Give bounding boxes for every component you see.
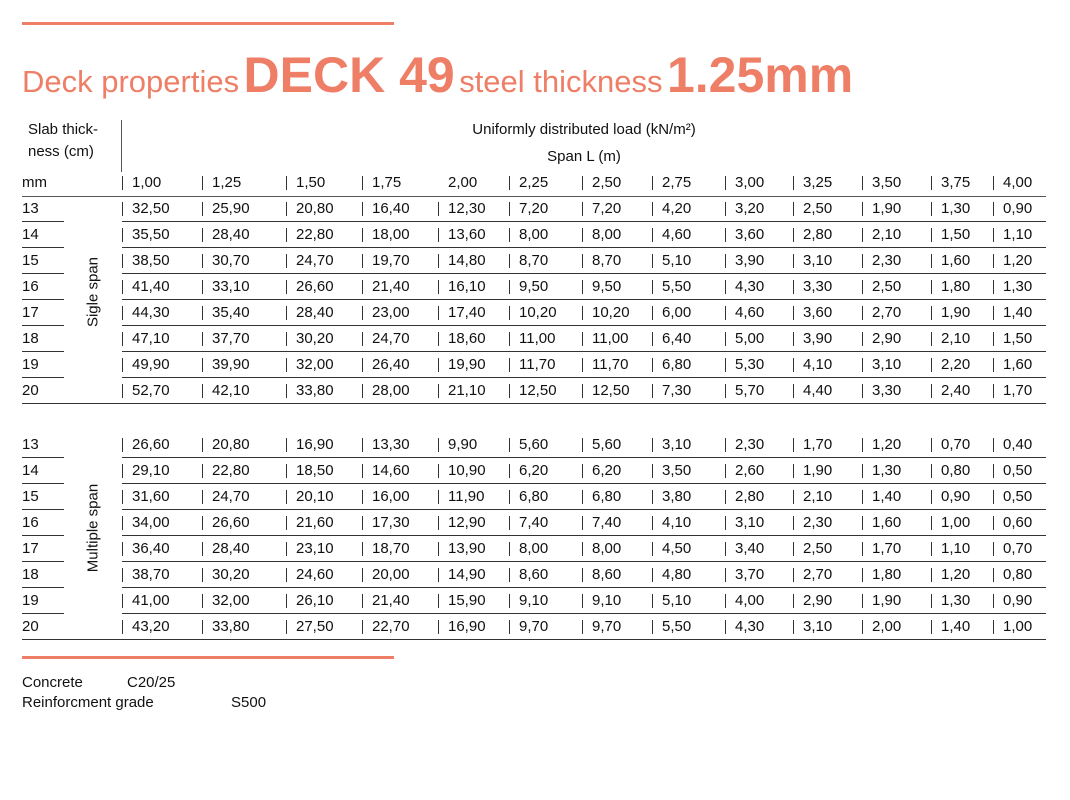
table-cell: 2,70 [793, 562, 862, 588]
table-cell: 32,00 [286, 352, 362, 378]
table-row [22, 352, 1046, 378]
table-cell: 1,30 [862, 458, 931, 484]
table-cell: 12,50 [509, 378, 582, 404]
table-cell: 4,60 [725, 300, 793, 326]
table-cell: 1,50 [993, 326, 1046, 352]
table-cell: 41,00 [122, 588, 202, 614]
load-header: Uniformly distributed load (kN/m²) [472, 121, 696, 138]
table-cell: 2,75 [652, 170, 725, 196]
table-cell: 11,90 [438, 484, 509, 510]
table-cell: 1,70 [862, 536, 931, 562]
table-cell: 1,00 [122, 170, 202, 196]
table-row [22, 378, 1046, 404]
slab-thickness-cell: 16 [22, 514, 39, 531]
table-cell: 21,40 [362, 274, 438, 300]
table-cell: 24,70 [202, 484, 286, 510]
table-cell: 39,90 [202, 352, 286, 378]
reinforcement-label: Reinforcment grade [22, 694, 154, 711]
table-cell: 16,10 [438, 274, 509, 300]
table-cell: 7,40 [582, 510, 652, 536]
table-cell: 1,10 [993, 222, 1046, 248]
table-cell: 3,75 [931, 170, 993, 196]
table-cell: 10,90 [438, 458, 509, 484]
table-cell: 5,30 [725, 352, 793, 378]
table-cell: 3,10 [793, 248, 862, 274]
table-cell: 1,40 [993, 300, 1046, 326]
table-cell: 8,00 [509, 222, 582, 248]
table-cell: 26,10 [286, 588, 362, 614]
unit-label: mm [22, 174, 47, 191]
table-cell: 10,20 [509, 300, 582, 326]
table-cell: 12,30 [438, 196, 509, 222]
single-span-label: Sigle span [84, 256, 102, 328]
table-cell: 52,70 [122, 378, 202, 404]
table-cell: 16,90 [286, 432, 362, 458]
table-cell: 11,70 [582, 352, 652, 378]
table-cell: 3,20 [725, 196, 793, 222]
table-cell: 1,40 [931, 614, 993, 640]
slab-thickness-cell: 15 [22, 252, 39, 269]
table-cell: 3,30 [793, 274, 862, 300]
table-cell: 1,50 [286, 170, 362, 196]
table-cell: 0,50 [993, 484, 1046, 510]
table-cell: 20,10 [286, 484, 362, 510]
table-cell: 27,50 [286, 614, 362, 640]
table-cell: 1,80 [862, 562, 931, 588]
table-cell: 13,90 [438, 536, 509, 562]
table-cell: 33,80 [202, 614, 286, 640]
table-cell: 42,10 [202, 378, 286, 404]
table-cell: 1,70 [993, 378, 1046, 404]
slab-thickness-cell: 17 [22, 304, 39, 321]
table-cell: 2,80 [793, 222, 862, 248]
table-cell: 3,60 [793, 300, 862, 326]
table-cell: 0,80 [931, 458, 993, 484]
title-part-deck-properties: Deck properties [22, 64, 240, 99]
table-cell: 1,90 [931, 300, 993, 326]
table-cell: 6,40 [652, 326, 725, 352]
table-cell: 35,40 [202, 300, 286, 326]
concrete-label: Concrete [22, 674, 83, 691]
table-cell: 6,00 [652, 300, 725, 326]
slab-thickness-cell: 15 [22, 488, 39, 505]
table-row [22, 510, 1046, 536]
table-cell: 2,20 [931, 352, 993, 378]
table-cell: 8,60 [509, 562, 582, 588]
table-cell: 0,80 [993, 562, 1046, 588]
table-cell: 24,70 [362, 326, 438, 352]
table-cell: 33,10 [202, 274, 286, 300]
table-cell: 5,50 [652, 614, 725, 640]
table-cell: 2,00 [448, 174, 478, 191]
table-cell: 20,80 [202, 432, 286, 458]
slab-thickness-cell: 13 [22, 436, 39, 453]
table-cell: 9,50 [582, 274, 652, 300]
table-cell: 6,80 [582, 484, 652, 510]
table-cell: 5,60 [582, 432, 652, 458]
table-cell: 13,60 [438, 222, 509, 248]
table-cell: 5,00 [725, 326, 793, 352]
table-cell: 9,10 [582, 588, 652, 614]
row-separator [22, 639, 1046, 640]
table-row [22, 248, 1046, 274]
table-cell: 1,30 [931, 196, 993, 222]
table-cell: 18,60 [438, 326, 509, 352]
table-cell: 4,10 [793, 352, 862, 378]
table-cell: 1,20 [993, 248, 1046, 274]
span-header-row [22, 170, 1046, 196]
table-cell: 2,50 [793, 536, 862, 562]
table-cell: 5,10 [652, 248, 725, 274]
table-cell: 8,00 [582, 536, 652, 562]
table-cell: 1,90 [862, 588, 931, 614]
table-cell: 33,80 [286, 378, 362, 404]
table-cell: 21,10 [438, 378, 509, 404]
table-cell: 22,70 [362, 614, 438, 640]
table-cell: 4,30 [725, 614, 793, 640]
table-row [22, 326, 1046, 352]
table-cell: 23,00 [362, 300, 438, 326]
table-cell: 7,30 [652, 378, 725, 404]
multiple-span-label: Multiple span [84, 483, 102, 573]
table-cell: 5,10 [652, 588, 725, 614]
slab-thickness-header-line2: ness (cm) [28, 143, 94, 160]
table-cell: 4,30 [725, 274, 793, 300]
table-cell: 1,90 [862, 196, 931, 222]
table-cell: 2,10 [931, 326, 993, 352]
table-cell: 3,50 [652, 458, 725, 484]
table-cell: 0,50 [993, 458, 1046, 484]
table-cell: 8,70 [509, 248, 582, 274]
table-cell: 16,00 [362, 484, 438, 510]
table-cell: 9,90 [438, 432, 509, 458]
table-cell: 2,60 [725, 458, 793, 484]
table-cell: 4,20 [652, 196, 725, 222]
table-cell: 9,50 [509, 274, 582, 300]
table-cell: 2,00 [862, 614, 931, 640]
table-cell: 41,40 [122, 274, 202, 300]
table-cell: 0,90 [931, 484, 993, 510]
table-cell: 2,30 [725, 432, 793, 458]
table-cell: 30,20 [286, 326, 362, 352]
table-cell: 22,80 [286, 222, 362, 248]
table-cell: 2,70 [862, 300, 931, 326]
table-cell: 4,60 [652, 222, 725, 248]
title-part-product: DECK 49 [243, 47, 455, 103]
table-cell: 3,10 [793, 614, 862, 640]
table-cell: 4,80 [652, 562, 725, 588]
table-cell: 7,40 [509, 510, 582, 536]
table-cell: 3,10 [725, 510, 793, 536]
table-cell: 19,90 [438, 352, 509, 378]
slab-thickness-cell: 17 [22, 540, 39, 557]
table-cell: 21,40 [362, 588, 438, 614]
table-cell: 12,50 [582, 378, 652, 404]
table-cell: 3,10 [652, 432, 725, 458]
slab-thickness-header-line1: Slab thick- [28, 121, 99, 138]
table-cell: 3,50 [862, 170, 931, 196]
title-part-thickness-value: 1.25mm [666, 47, 854, 103]
table-row [22, 588, 1046, 614]
table-cell: 16,40 [362, 196, 438, 222]
table-cell: 18,00 [362, 222, 438, 248]
table-cell: 28,40 [202, 222, 286, 248]
table-cell: 20,80 [286, 196, 362, 222]
table-cell: 44,30 [122, 300, 202, 326]
table-cell: 20,00 [362, 562, 438, 588]
table-row [22, 432, 1046, 458]
table-cell: 8,60 [582, 562, 652, 588]
table-cell: 38,70 [122, 562, 202, 588]
table-cell: 6,20 [582, 458, 652, 484]
table-cell: 2,90 [862, 326, 931, 352]
table-cell: 5,70 [725, 378, 793, 404]
table-cell: 7,20 [509, 196, 582, 222]
table-cell: 8,00 [509, 536, 582, 562]
table-cell: 3,80 [652, 484, 725, 510]
table-cell: 49,90 [122, 352, 202, 378]
table-cell: 0,70 [931, 432, 993, 458]
table-cell: 3,30 [862, 378, 931, 404]
table-cell: 4,10 [652, 510, 725, 536]
slab-thickness-cell: 14 [22, 462, 39, 479]
top-accent-rule [22, 22, 394, 25]
table-cell: 17,30 [362, 510, 438, 536]
table-cell: 35,50 [122, 222, 202, 248]
table-cell: 1,30 [993, 274, 1046, 300]
table-cell: 3,90 [793, 326, 862, 352]
table-cell: 1,20 [931, 562, 993, 588]
slab-thickness-cell: 19 [22, 356, 39, 373]
table-cell: 3,60 [725, 222, 793, 248]
table-cell: 2,30 [793, 510, 862, 536]
table-cell: 8,00 [582, 222, 652, 248]
table-cell: 1,60 [862, 510, 931, 536]
table-cell: 4,40 [793, 378, 862, 404]
table-cell: 9,70 [582, 614, 652, 640]
table-cell: 32,00 [202, 588, 286, 614]
slab-thickness-cell: 13 [22, 200, 39, 217]
table-cell: 4,50 [652, 536, 725, 562]
table-cell: 28,40 [286, 300, 362, 326]
table-cell: 1,75 [362, 170, 438, 196]
table-cell: 5,50 [652, 274, 725, 300]
row-separator [22, 403, 1046, 404]
table-cell: 0,90 [993, 196, 1046, 222]
table-cell: 43,20 [122, 614, 202, 640]
table-cell: 6,80 [652, 352, 725, 378]
slab-thickness-cell: 16 [22, 278, 39, 295]
table-cell: 7,20 [582, 196, 652, 222]
table-cell: 2,30 [862, 248, 931, 274]
table-cell: 32,50 [122, 196, 202, 222]
table-cell: 1,40 [862, 484, 931, 510]
table-cell: 1,80 [931, 274, 993, 300]
table-cell: 1,00 [931, 510, 993, 536]
table-row [22, 458, 1046, 484]
table-cell: 24,60 [286, 562, 362, 588]
table-cell: 13,30 [362, 432, 438, 458]
table-cell: 6,80 [509, 484, 582, 510]
table-cell: 2,10 [862, 222, 931, 248]
table-row [22, 196, 1046, 222]
table-cell: 26,60 [202, 510, 286, 536]
table-cell: 31,60 [122, 484, 202, 510]
table-cell: 11,00 [509, 326, 582, 352]
table-cell: 5,60 [509, 432, 582, 458]
table-cell: 17,40 [438, 300, 509, 326]
table-cell: 14,80 [438, 248, 509, 274]
table-cell: 2,50 [862, 274, 931, 300]
slab-thickness-cell: 19 [22, 592, 39, 609]
table-cell: 10,20 [582, 300, 652, 326]
table-cell: 0,70 [993, 536, 1046, 562]
table-cell: 9,70 [509, 614, 582, 640]
page-title [22, 47, 854, 103]
table-row [22, 484, 1046, 510]
table-cell: 12,90 [438, 510, 509, 536]
table-cell: 21,60 [286, 510, 362, 536]
table-row [22, 536, 1046, 562]
table-cell: 2,25 [509, 170, 582, 196]
slab-thickness-cell: 18 [22, 330, 39, 347]
table-cell: 22,80 [202, 458, 286, 484]
table-cell: 0,60 [993, 510, 1046, 536]
table-cell: 47,10 [122, 326, 202, 352]
table-cell: 25,90 [202, 196, 286, 222]
table-cell: 1,30 [931, 588, 993, 614]
table-cell: 24,70 [286, 248, 362, 274]
table-cell: 8,70 [582, 248, 652, 274]
table-cell: 26,40 [362, 352, 438, 378]
slab-thickness-cell: 20 [22, 382, 39, 399]
table-cell: 3,40 [725, 536, 793, 562]
table-row [22, 300, 1046, 326]
table-row [22, 222, 1046, 248]
table-row [22, 562, 1046, 588]
slab-thickness-cell: 14 [22, 226, 39, 243]
table-cell: 30,70 [202, 248, 286, 274]
table-cell: 29,10 [122, 458, 202, 484]
table-cell: 26,60 [286, 274, 362, 300]
header-divider [121, 120, 122, 172]
table-cell: 16,90 [438, 614, 509, 640]
table-cell: 1,60 [993, 352, 1046, 378]
table-cell: 34,00 [122, 510, 202, 536]
table-row [22, 614, 1046, 640]
table-cell: 2,90 [793, 588, 862, 614]
table-row [22, 274, 1046, 300]
table-cell: 1,60 [931, 248, 993, 274]
table-cell: 1,10 [931, 536, 993, 562]
table-cell: 30,20 [202, 562, 286, 588]
table-cell: 2,50 [582, 170, 652, 196]
table-cell: 18,70 [362, 536, 438, 562]
table-cell: 1,20 [862, 432, 931, 458]
table-cell: 28,00 [362, 378, 438, 404]
table-cell: 19,70 [362, 248, 438, 274]
table-cell: 3,10 [862, 352, 931, 378]
table-cell: 36,40 [122, 536, 202, 562]
table-cell: 9,10 [509, 588, 582, 614]
bottom-accent-rule [22, 656, 394, 659]
table-cell: 0,90 [993, 588, 1046, 614]
table-cell: 6,20 [509, 458, 582, 484]
span-header: Span L (m) [547, 148, 621, 165]
table-cell: 37,70 [202, 326, 286, 352]
slab-thickness-cell: 18 [22, 566, 39, 583]
table-cell: 38,50 [122, 248, 202, 274]
table-cell: 23,10 [286, 536, 362, 562]
title-part-steel-thickness: steel thickness [459, 64, 663, 99]
table-cell: 15,90 [438, 588, 509, 614]
table-cell: 14,90 [438, 562, 509, 588]
table-cell: 28,40 [202, 536, 286, 562]
table-cell: 18,50 [286, 458, 362, 484]
table-cell: 0,40 [993, 432, 1046, 458]
table-cell: 26,60 [122, 432, 202, 458]
table-cell: 1,00 [993, 614, 1046, 640]
table-cell: 3,00 [725, 170, 793, 196]
slab-thickness-cell: 20 [22, 618, 39, 635]
table-cell: 1,25 [202, 170, 286, 196]
table-cell: 1,70 [793, 432, 862, 458]
table-cell: 11,00 [582, 326, 652, 352]
table-cell: 1,50 [931, 222, 993, 248]
table-cell: 3,25 [793, 170, 862, 196]
table-cell: 14,60 [362, 458, 438, 484]
table-cell: 11,70 [509, 352, 582, 378]
table-cell: 4,00 [993, 170, 1046, 196]
table-cell: 2,10 [793, 484, 862, 510]
table-cell: 2,50 [793, 196, 862, 222]
table-cell: 3,90 [725, 248, 793, 274]
table-cell: 2,80 [725, 484, 793, 510]
reinforcement-value: S500 [231, 694, 267, 711]
concrete-value: C20/25 [127, 674, 176, 691]
table-cell: 1,90 [793, 458, 862, 484]
table-cell: 3,70 [725, 562, 793, 588]
table-cell: 2,40 [931, 378, 993, 404]
table-cell: 4,00 [725, 588, 793, 614]
